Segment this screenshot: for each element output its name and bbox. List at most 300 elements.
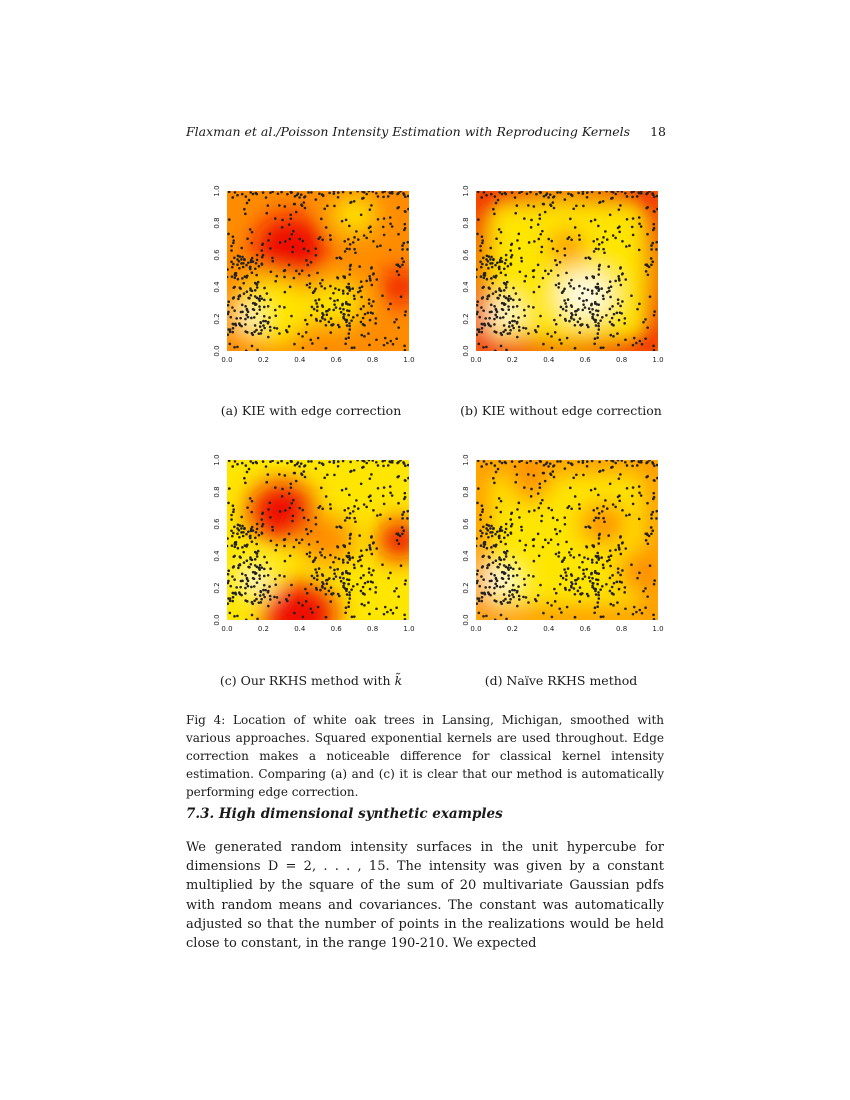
tree-point	[288, 264, 291, 267]
tree-point	[502, 585, 505, 588]
tree-point	[488, 317, 491, 320]
tree-point	[397, 206, 400, 209]
tree-point	[404, 583, 407, 586]
tree-point	[402, 260, 405, 263]
tree-point	[495, 577, 498, 580]
tree-point	[502, 316, 505, 319]
tree-point	[646, 206, 649, 209]
tree-point	[228, 459, 231, 462]
tree-point	[508, 594, 511, 597]
tree-point	[382, 465, 385, 468]
tree-point	[580, 324, 583, 327]
tree-point	[601, 585, 604, 588]
tree-point	[244, 275, 247, 278]
tree-point	[264, 589, 267, 592]
tree-point	[278, 332, 281, 335]
tree-point	[406, 510, 409, 513]
tree-point	[505, 552, 508, 555]
tree-point	[322, 574, 325, 577]
tree-point	[516, 204, 519, 207]
tree-point	[323, 476, 326, 479]
tree-point	[279, 241, 282, 244]
tree-point	[534, 598, 537, 601]
tree-point	[271, 529, 274, 532]
tree-point	[611, 586, 614, 589]
tree-point	[370, 204, 373, 207]
tree-point	[525, 596, 528, 599]
tree-point	[250, 563, 253, 566]
tree-point	[522, 327, 525, 330]
tree-point	[345, 488, 348, 491]
tree-point	[311, 575, 314, 578]
tree-point	[395, 263, 398, 266]
tree-point	[511, 324, 514, 327]
running-header	[186, 124, 666, 139]
tree-point	[538, 285, 541, 288]
tree-point	[249, 191, 252, 194]
tree-point	[520, 257, 523, 260]
tree-point	[609, 577, 612, 580]
tree-point	[401, 263, 404, 266]
tree-point	[298, 542, 301, 545]
tree-point	[649, 295, 652, 298]
tree-point	[325, 579, 328, 582]
tree-point	[256, 552, 259, 555]
tree-point	[290, 191, 293, 194]
tree-point	[626, 487, 629, 490]
tree-point	[262, 589, 265, 592]
tree-point	[503, 593, 506, 596]
tree-point	[602, 236, 605, 239]
tree-point	[602, 615, 605, 618]
tree-point	[597, 591, 600, 594]
tree-point	[253, 316, 256, 319]
tree-point	[259, 590, 262, 593]
tree-point	[263, 596, 266, 599]
tree-point	[518, 567, 521, 570]
tree-point	[250, 294, 253, 297]
tree-point	[607, 287, 610, 290]
tree-point	[254, 572, 257, 575]
tree-point	[481, 504, 484, 507]
intensity-heatmap	[454, 456, 669, 642]
tree-point	[371, 284, 374, 287]
tree-point	[260, 518, 263, 521]
tree-point	[617, 227, 620, 230]
tree-point	[601, 241, 604, 244]
tree-point	[384, 606, 387, 609]
tree-point	[352, 241, 355, 244]
tree-point	[575, 204, 578, 207]
tree-point	[362, 323, 365, 326]
tree-point	[597, 494, 600, 497]
tree-point	[582, 459, 585, 462]
tree-point	[519, 539, 522, 542]
tree-point	[329, 600, 332, 603]
tree-point	[260, 531, 263, 534]
tree-point	[552, 196, 555, 199]
tree-point	[333, 190, 336, 193]
tree-point	[494, 314, 497, 317]
tree-point	[383, 613, 386, 616]
tree-point	[284, 509, 287, 512]
tree-point	[298, 273, 301, 276]
tree-point	[231, 544, 234, 547]
tree-point	[541, 515, 544, 518]
tree-point	[254, 558, 257, 561]
tree-point	[256, 283, 259, 286]
tree-point	[365, 462, 368, 465]
tree-point	[293, 546, 296, 549]
y-tick-label: 0.2	[213, 582, 221, 594]
tree-point	[621, 541, 624, 544]
tree-point	[240, 516, 243, 519]
tree-point	[333, 569, 336, 572]
tree-point	[236, 463, 239, 466]
tree-point	[403, 498, 406, 501]
tree-point	[247, 530, 250, 533]
x-tick-label: 0.4	[543, 356, 555, 364]
tree-point	[486, 278, 489, 281]
tree-point	[499, 586, 502, 589]
tree-point	[624, 338, 627, 341]
tree-point	[490, 256, 493, 259]
tree-point	[247, 316, 250, 319]
tree-point	[493, 599, 496, 602]
tree-point	[481, 242, 484, 245]
tree-point	[263, 575, 266, 578]
tree-point	[542, 343, 545, 346]
tree-point	[599, 319, 602, 322]
tree-point	[273, 327, 276, 330]
tree-point	[358, 287, 361, 290]
tree-point	[361, 285, 364, 288]
tree-point	[597, 273, 600, 276]
tree-point	[246, 506, 249, 509]
tree-point	[249, 228, 252, 231]
y-tick-label: 0.0	[462, 614, 470, 626]
tree-point	[594, 219, 597, 222]
tree-point	[397, 461, 400, 464]
tree-point	[493, 275, 496, 278]
tree-point	[514, 196, 517, 199]
tree-point	[294, 464, 297, 467]
tree-point	[404, 195, 407, 198]
tree-point	[318, 298, 321, 301]
tree-point	[289, 554, 292, 557]
tree-point	[256, 523, 259, 526]
tree-point	[560, 306, 563, 309]
tree-point	[507, 297, 510, 300]
tree-point	[475, 582, 478, 585]
tree-point	[310, 583, 313, 586]
tree-point	[289, 285, 292, 288]
tree-point	[649, 564, 652, 567]
tree-point	[617, 275, 620, 278]
tree-point	[582, 300, 585, 303]
tree-point	[488, 286, 491, 289]
tree-point	[569, 487, 572, 490]
tree-point	[573, 587, 576, 590]
tree-point	[586, 196, 589, 199]
tree-point	[578, 554, 581, 557]
tree-point	[512, 575, 515, 578]
tree-point	[599, 588, 602, 591]
tree-point	[317, 337, 320, 340]
tree-point	[293, 612, 296, 615]
tree-point	[267, 305, 270, 308]
tree-point	[318, 567, 321, 570]
tree-point	[232, 242, 235, 245]
tree-point	[578, 503, 581, 506]
tree-point	[508, 321, 511, 324]
tree-point	[565, 272, 568, 275]
tree-point	[593, 342, 596, 345]
tree-point	[624, 547, 627, 550]
caption-d: (d) Naïve RKHS method	[484, 673, 638, 688]
tree-point	[550, 604, 553, 607]
tree-point	[342, 561, 345, 564]
tree-point	[240, 247, 243, 250]
tree-point	[609, 280, 612, 283]
tree-point	[381, 460, 384, 463]
tree-point	[489, 580, 492, 583]
tree-point	[391, 225, 394, 228]
tree-point	[532, 575, 535, 578]
tree-point	[283, 306, 286, 309]
tree-point	[560, 342, 563, 345]
y-tick-label: 0.8	[462, 217, 470, 229]
tree-point	[607, 265, 610, 268]
tree-point	[642, 590, 645, 593]
tree-point	[533, 474, 536, 477]
tree-point	[524, 544, 527, 547]
tree-point	[602, 200, 605, 203]
tree-point	[520, 529, 523, 532]
y-tick-label: 0.6	[213, 249, 221, 261]
tree-point	[552, 517, 555, 520]
tree-point	[252, 260, 255, 263]
tree-point	[520, 260, 523, 263]
tree-point	[281, 495, 284, 498]
tree-point	[626, 218, 629, 221]
tree-point	[550, 204, 553, 207]
tree-point	[507, 534, 510, 537]
tree-point	[258, 566, 261, 569]
tree-point	[499, 294, 502, 297]
tree-point	[343, 275, 346, 278]
tree-point	[326, 473, 329, 476]
y-tick-label: 1.0	[213, 185, 221, 197]
tree-point	[492, 292, 495, 295]
tree-point	[403, 345, 406, 348]
tree-point	[495, 471, 498, 474]
tree-point	[262, 191, 265, 194]
tree-point	[295, 270, 298, 273]
tree-point	[262, 320, 265, 323]
tree-point	[256, 259, 259, 262]
tree-point	[575, 313, 578, 316]
tree-point	[352, 510, 355, 513]
tree-point	[508, 325, 511, 328]
tree-point	[235, 543, 238, 546]
tree-point	[269, 329, 272, 332]
tree-point	[591, 559, 594, 562]
tree-point	[488, 295, 491, 298]
tree-point	[573, 318, 576, 321]
tree-point	[381, 563, 384, 566]
tree-point	[604, 230, 607, 233]
tree-point	[584, 257, 587, 260]
tree-point	[319, 589, 322, 592]
tree-point	[574, 310, 577, 313]
tree-point	[564, 198, 567, 201]
tree-point	[607, 556, 610, 559]
tree-point	[544, 270, 547, 273]
tree-point	[316, 541, 319, 544]
tree-point	[375, 192, 378, 195]
tree-point	[493, 574, 496, 577]
tree-point	[505, 283, 508, 286]
tree-point	[594, 319, 597, 322]
tree-point	[301, 538, 304, 541]
x-tick-label: 0.4	[294, 625, 306, 633]
tree-point	[348, 494, 351, 497]
tree-point	[588, 307, 591, 310]
tree-point	[592, 582, 595, 585]
tree-point	[481, 511, 484, 514]
tree-point	[574, 616, 577, 619]
tree-point	[267, 204, 270, 207]
tree-point	[539, 584, 542, 587]
tree-point	[313, 577, 316, 580]
tree-point	[246, 202, 249, 205]
tree-point	[321, 279, 324, 282]
tree-point	[583, 287, 586, 290]
tree-point	[488, 555, 491, 558]
tree-point	[379, 244, 382, 247]
tree-point	[650, 526, 653, 529]
tree-point	[630, 191, 633, 194]
tree-point	[587, 525, 590, 528]
figure-panel-a	[205, 187, 415, 373]
tree-point	[639, 609, 642, 612]
tree-point	[591, 561, 594, 564]
tree-point	[569, 285, 572, 288]
tree-point	[269, 191, 272, 194]
tree-point	[347, 507, 350, 510]
tree-point	[277, 461, 280, 464]
tree-point	[335, 257, 338, 260]
tree-point	[241, 546, 244, 549]
tree-point	[644, 263, 647, 266]
tree-point	[283, 276, 286, 279]
tree-point	[505, 618, 508, 621]
tree-point	[349, 192, 352, 195]
tree-point	[370, 311, 373, 314]
tree-point	[249, 460, 252, 463]
tree-point	[372, 300, 375, 303]
tree-point	[538, 213, 541, 216]
tree-point	[329, 285, 332, 288]
y-tick-label: 0.0	[213, 614, 221, 626]
tree-point	[231, 275, 234, 278]
tree-point	[496, 311, 499, 314]
tree-point	[486, 547, 489, 550]
tree-point	[278, 473, 281, 476]
tree-point	[407, 195, 410, 198]
tree-point	[309, 607, 312, 610]
tree-point	[318, 461, 321, 464]
tree-point	[484, 586, 487, 589]
tree-point	[591, 577, 594, 580]
tree-point	[562, 308, 565, 311]
tree-point	[346, 561, 349, 564]
tree-point	[248, 199, 251, 202]
tree-point	[516, 322, 519, 325]
tree-point	[505, 286, 508, 289]
tree-point	[650, 517, 653, 520]
tree-point	[593, 519, 596, 522]
tree-point	[244, 305, 247, 308]
tree-point	[226, 313, 229, 316]
tree-point	[493, 323, 496, 326]
tree-point	[539, 217, 542, 220]
tree-point	[382, 196, 385, 199]
tree-point	[595, 593, 598, 596]
tree-point	[372, 541, 375, 544]
tree-point	[267, 473, 270, 476]
x-tick-label: 1.0	[652, 356, 664, 364]
x-tick-label: 0.2	[506, 625, 518, 633]
tree-point	[325, 347, 328, 350]
heatmap-region	[254, 215, 327, 279]
tree-point	[513, 320, 516, 323]
tree-point	[355, 230, 358, 233]
tree-point	[291, 520, 294, 523]
tree-point	[330, 586, 333, 589]
tree-point	[598, 537, 601, 540]
tree-point	[375, 607, 378, 610]
tree-point	[369, 588, 372, 591]
tree-point	[476, 573, 479, 576]
tree-point	[614, 549, 617, 552]
tree-point	[291, 251, 294, 254]
tree-point	[288, 594, 291, 597]
tree-point	[367, 332, 370, 335]
tree-point	[326, 313, 329, 316]
tree-point	[342, 292, 345, 295]
tree-point	[276, 327, 279, 330]
tree-point	[563, 247, 566, 250]
tree-point	[365, 506, 368, 509]
tree-point	[316, 574, 319, 577]
tree-point	[271, 257, 274, 260]
tree-point	[553, 207, 556, 210]
tree-point	[315, 302, 318, 305]
tree-point	[546, 602, 549, 605]
tree-point	[586, 324, 589, 327]
tree-point	[480, 465, 483, 468]
tree-point	[503, 289, 506, 292]
tree-point	[352, 316, 355, 319]
tree-point	[588, 576, 591, 579]
tree-point	[345, 588, 348, 591]
tree-point	[316, 272, 319, 275]
tree-point	[333, 572, 336, 575]
tree-point	[243, 527, 246, 530]
tree-point	[234, 460, 237, 463]
